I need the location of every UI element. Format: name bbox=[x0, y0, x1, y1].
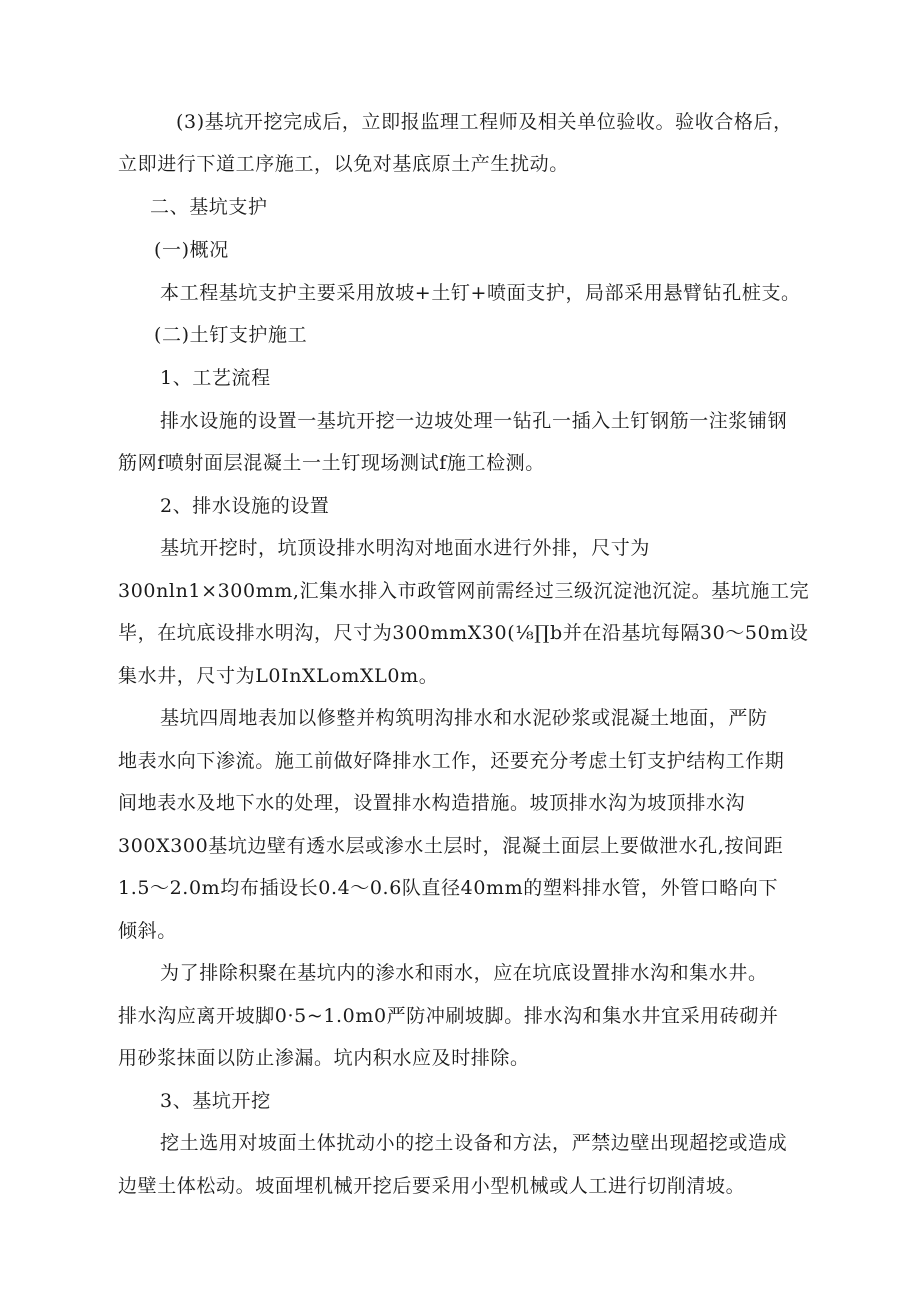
item-heading: 3、基坑开挖 bbox=[160, 1090, 271, 1112]
text-line: 间地表水及地下水的处理，设置排水构造措施。坡顶排水沟为坡顶排水沟 bbox=[118, 792, 746, 814]
item-heading: 1、工艺流程 bbox=[160, 367, 271, 389]
text-line: 边壁土体松动。坡面埋机械开挖后要采用小型机械或人工进行切削清坡。 bbox=[118, 1175, 746, 1197]
subsection-heading: (二)土钉支护施工 bbox=[154, 324, 308, 346]
text-line: 本工程基坑支护主要采用放坡+土钉+喷面支护，局部采用悬臂钻孔桩支。 bbox=[160, 282, 801, 304]
text-line: (3)基坑开挖完成后，立即报监理工程师及相关单位验收。验收合格后， bbox=[176, 111, 793, 133]
text-line: 300X300基坑边壁有透水层或渗水土层时，混凝土面层上要做泄水孔,按间距 bbox=[118, 835, 784, 857]
text-line: 300nln1×300mm,汇集水排入市政管网前需经过三级沉淀池沉淀。基坑施工完 bbox=[118, 580, 810, 602]
item-heading: 2、排水设施的设置 bbox=[160, 495, 330, 517]
text-line: 倾斜。 bbox=[118, 920, 177, 942]
section-heading: 二、基坑支护 bbox=[150, 196, 268, 218]
text-line: 为了排除积聚在基坑内的渗水和雨水，应在坑底设置排水沟和集水井。 bbox=[160, 962, 768, 984]
text-line: 1.5～2.0m均布插设长0.4～0.6队直径40mm的塑料排水管，外管口略向下 bbox=[118, 877, 779, 899]
text-line: 地表水向下渗流。施工前做好降排水工作，还要充分考虑土钉支护结构工作期 bbox=[118, 750, 785, 772]
text-line: 基坑四周地表加以修整并构筑明沟排水和水泥砂浆或混凝土地面，严防 bbox=[160, 707, 768, 729]
text-line: 排水设施的设置一基坑开挖一边坡处理一钻孔一插入土钉钢筋一注浆铺钢 bbox=[160, 410, 788, 432]
subsection-heading: (一)概况 bbox=[154, 239, 229, 261]
text-line: 立即进行下道工序施工，以免对基底原土产生扰动。 bbox=[118, 153, 569, 175]
text-line: 挖土选用对坡面土体扰动小的挖土设备和方法，严禁边壁出现超挖或造成 bbox=[160, 1132, 788, 1154]
text-line: 毕，在坑底设排水明沟，尺寸为300mmX30(⅛∏b并在沿基坑每隔30～50m设 bbox=[118, 622, 809, 644]
text-line: 用砂浆抹面以防止渗漏。坑内积水应及时排除。 bbox=[118, 1047, 530, 1069]
text-line: 排水沟应离开坡脚0·5~1.0m0严防冲刷坡脚。排水沟和集水井宜采用砖砌并 bbox=[118, 1005, 779, 1027]
text-line: 筋网f喷射面层混凝土一土钉现场测试f施工检测。 bbox=[118, 452, 545, 474]
text-line: 基坑开挖时，坑顶设排水明沟对地面水进行外排，尺寸为 bbox=[160, 537, 651, 559]
text-line: 集水井，尺寸为L0InXLomXL0m。 bbox=[118, 665, 439, 687]
